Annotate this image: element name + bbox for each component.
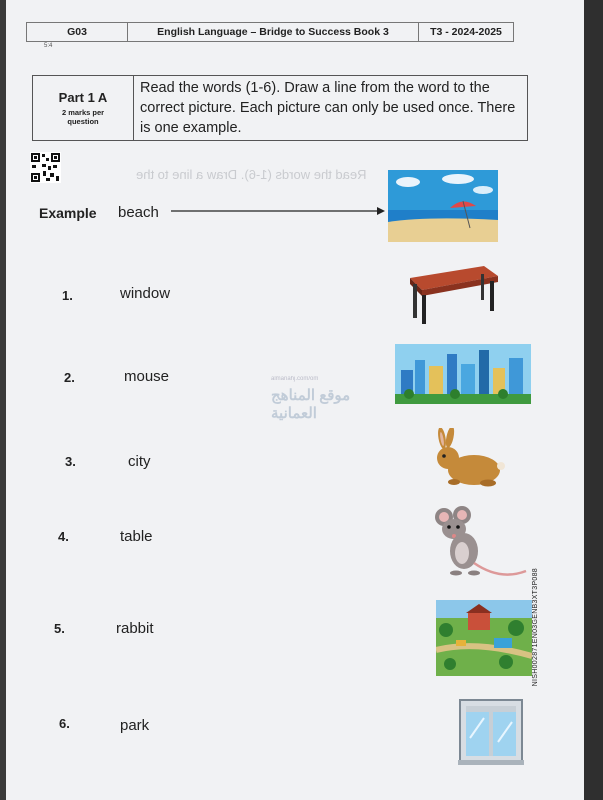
- instructions-text: Read the words (1-6). Draw a line from the word to the correct picture. Each picture can only be used once. There is one example.: [140, 80, 516, 136]
- watermark-logo: [271, 376, 371, 432]
- mouse-picture[interactable]: [430, 505, 530, 583]
- small-code: 5:4: [44, 43, 53, 49]
- item-number: 2.: [64, 370, 75, 385]
- grade-code: G03: [27, 23, 128, 41]
- part-label-cell: [33, 76, 134, 140]
- watermark-url: almanahj.com/om: [271, 376, 319, 382]
- side-code: NISH002871EN03GENB3XT3P088: [532, 568, 539, 687]
- worksheet-page: [6, 0, 584, 800]
- park-picture[interactable]: [436, 600, 532, 676]
- example-label: Example: [39, 205, 97, 221]
- subject-title: English Language – Bridge to Success Book 3: [128, 23, 419, 41]
- header-table: [26, 22, 514, 42]
- marks-per-question: 2 marks per question: [61, 108, 105, 126]
- table-picture[interactable]: [402, 260, 502, 326]
- window-picture[interactable]: [458, 698, 524, 766]
- qr-code-icon: [30, 152, 61, 183]
- part-title: Part 1 A: [58, 90, 108, 105]
- watermark-title: موقع المناهج العمانية: [271, 387, 351, 422]
- example-arrow: [169, 204, 389, 218]
- instruction-box: [32, 75, 528, 141]
- page-edge-shadow: [584, 0, 603, 800]
- item-number: 1.: [62, 288, 73, 303]
- item-number: 4.: [58, 529, 69, 544]
- example-word: beach: [118, 204, 159, 221]
- word-mouse[interactable]: mouse: [124, 368, 170, 385]
- item-number: 5.: [54, 621, 65, 636]
- word-table[interactable]: table: [120, 528, 153, 545]
- bleed-through-text: Read the words (1-6). Draw a line to the: [136, 167, 367, 182]
- word-window[interactable]: window: [120, 285, 171, 302]
- item-number: 6.: [59, 716, 70, 731]
- word-park[interactable]: park: [120, 717, 150, 734]
- word-rabbit[interactable]: rabbit: [116, 620, 154, 637]
- rabbit-picture[interactable]: [428, 428, 508, 490]
- word-city[interactable]: city: [128, 453, 151, 470]
- city-picture[interactable]: [395, 344, 531, 404]
- beach-picture[interactable]: [388, 170, 498, 242]
- item-number: 3.: [65, 454, 76, 469]
- term-label: T3 - 2024-2025: [430, 26, 502, 38]
